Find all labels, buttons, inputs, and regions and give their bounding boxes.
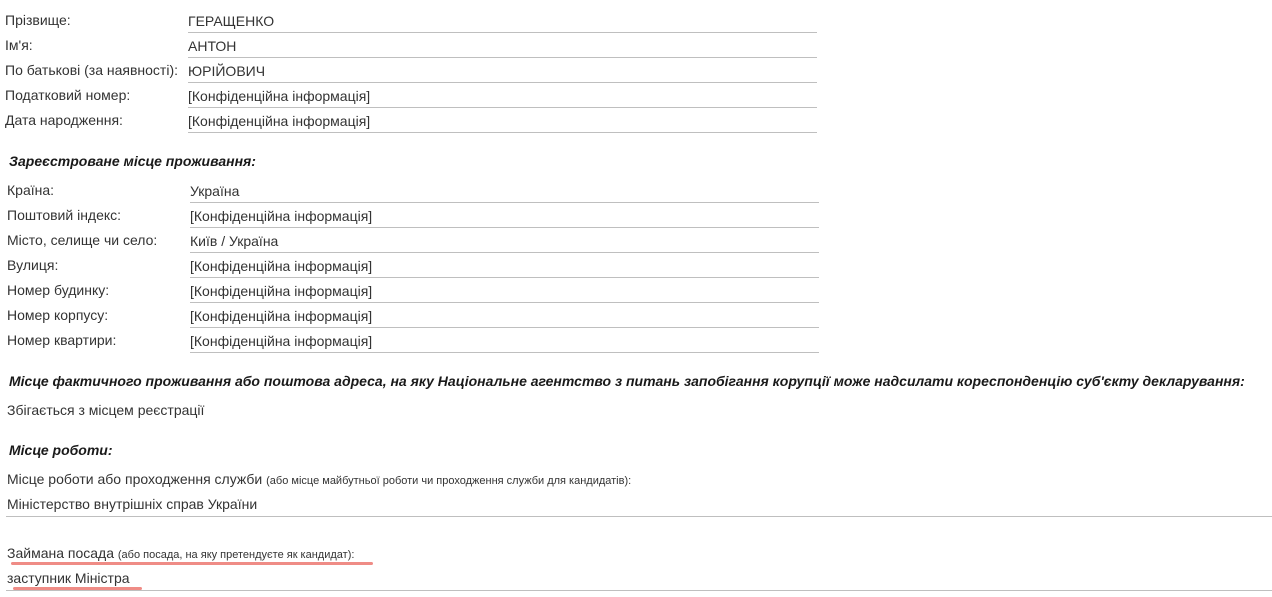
actual-address-value: Збігається з місцем реєстрації <box>7 402 205 418</box>
birth-date-label: Дата народження: <box>5 112 123 128</box>
work-place-value: Міністерство внутрішніх справ України <box>7 496 258 512</box>
patronymic-label: По батькові (за наявності): <box>5 62 179 78</box>
country-value: Україна <box>190 178 819 203</box>
apartment-number-label: Номер квартири: <box>7 332 117 348</box>
tax-number-row <box>5 83 820 108</box>
city-label: Місто, селище чи село: <box>7 232 158 248</box>
surname-row <box>5 8 820 33</box>
postal-code-label: Поштовий індекс: <box>7 207 122 223</box>
apartment-number-value: [Конфіденційна інформація] <box>190 328 819 353</box>
apartment-number-row <box>7 328 822 353</box>
building-number-row <box>7 303 822 328</box>
country-row <box>7 178 822 203</box>
position-note: (або посада, на яку претендуєте як кандидат): <box>117 549 355 561</box>
building-number-label: Номер корпусу: <box>7 307 109 323</box>
first-name-label: Ім'я: <box>5 37 33 53</box>
building-number-value: [Конфіденційна інформація] <box>190 303 819 328</box>
city-row <box>7 228 822 253</box>
position-label-line <box>7 545 354 561</box>
postal-code-row <box>7 203 822 228</box>
postal-code-value: [Конфіденційна інформація] <box>190 203 819 228</box>
work-title: Місце роботи: <box>9 442 113 458</box>
surname-value: ГЕРАЩЕНКО <box>188 8 817 33</box>
street-label: Вулиця: <box>7 257 59 273</box>
work-place-divider <box>6 516 1272 517</box>
first-name-value: АНТОН <box>188 33 817 58</box>
work-place-note: (або місце майбутньої роботи чи проходження служби для кандидатів): <box>266 475 632 487</box>
tax-number-value: [Конфіденційна інформація] <box>188 83 817 108</box>
street-value: [Конфіденційна інформація] <box>190 253 819 278</box>
work-place-label: Місце роботи або проходження служби <box>7 471 263 487</box>
house-number-row <box>7 278 822 303</box>
patronymic-row <box>5 58 820 83</box>
first-name-row <box>5 33 820 58</box>
street-row <box>7 253 822 278</box>
work-place-label-line <box>7 471 631 487</box>
registered-address-title: Зареєстроване місце проживання: <box>9 153 256 169</box>
patronymic-value: ЮРІЙОВИЧ <box>188 58 817 83</box>
position-label-highlight <box>11 562 373 565</box>
actual-address-title: Місце фактичного проживання або поштова адреса, на яку Національне агентство з питань запобігання корупції може надсилати кореспонденцію суб'єкту декларування: <box>9 373 1245 389</box>
birth-date-value: [Конфіденційна інформація] <box>188 108 817 133</box>
birth-date-row <box>5 108 820 133</box>
city-value: Київ / Україна <box>190 228 819 253</box>
tax-number-label: Податковий номер: <box>5 87 131 103</box>
surname-label: Прізвище: <box>5 12 71 28</box>
position-label: Займана посада <box>7 545 114 561</box>
country-label: Країна: <box>7 182 55 198</box>
position-value: заступник Міністра <box>7 570 130 586</box>
house-number-value: [Конфіденційна інформація] <box>190 278 819 303</box>
house-number-label: Номер будинку: <box>7 282 110 298</box>
position-divider <box>6 590 1272 591</box>
